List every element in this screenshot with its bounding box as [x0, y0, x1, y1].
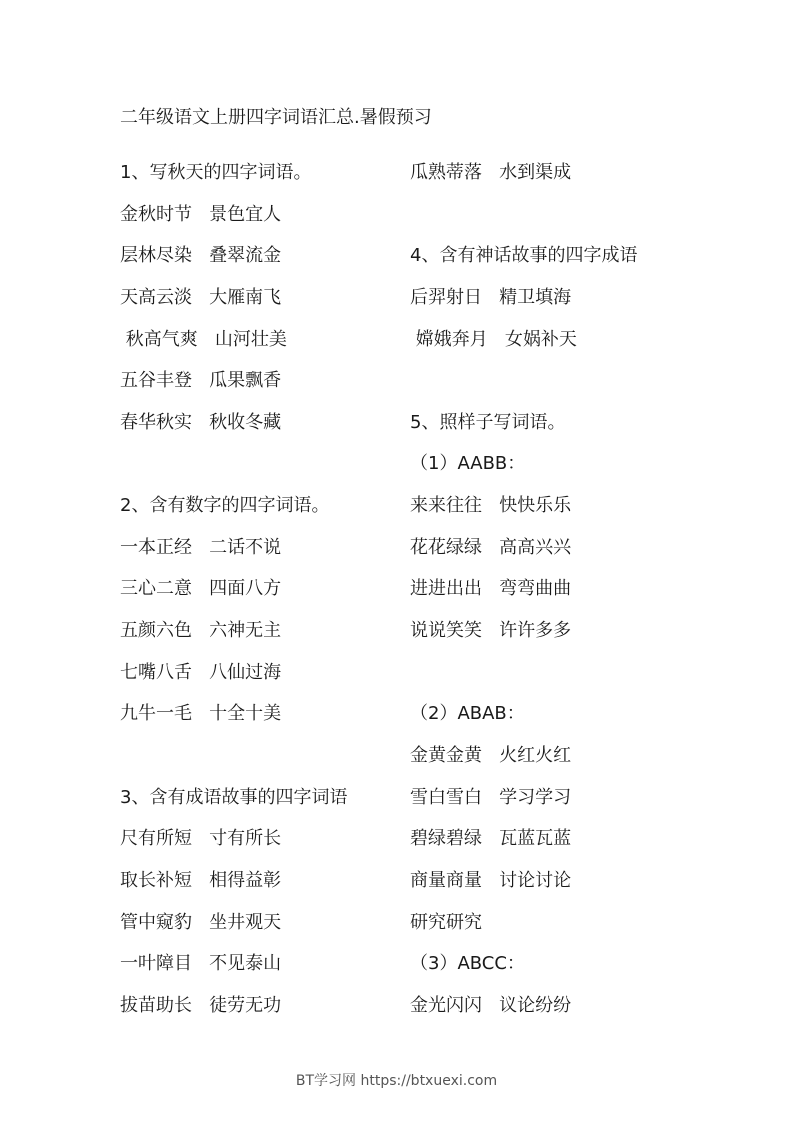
- section-heading: 2、含有数字的四字词语。: [120, 495, 330, 517]
- word-line: 秋高气爽 山河壮美: [120, 328, 287, 350]
- blank-line: [120, 451, 420, 493]
- word-line: 来来往往 快快乐乐: [410, 495, 572, 517]
- word-line: 金光闪闪 议论纷纷: [410, 994, 572, 1016]
- right-column: [410, 160, 710, 1034]
- section-heading: 4、含有神话故事的四字成语: [410, 245, 638, 267]
- word-line: 层林尽染 叠翠流金: [120, 245, 282, 267]
- word-line: 研究研究: [410, 911, 482, 933]
- word-line: 碧绿碧绿 瓦蓝瓦蓝: [410, 828, 572, 850]
- word-line: 尺有所短 寸有所长: [120, 828, 282, 850]
- blank-line: [410, 202, 710, 244]
- word-line: 雪白雪白 学习学习: [410, 786, 572, 808]
- sub-heading: （1）AABB：: [410, 453, 526, 475]
- word-line: 一本正经 二话不说: [120, 536, 282, 558]
- word-line: 七嘴八舌 八仙过海: [120, 661, 282, 683]
- word-line: 春华秋实 秋收冬藏: [120, 411, 282, 433]
- section-heading: 1、写秋天的四字词语。: [120, 162, 312, 183]
- word-line: 管中窥豹 坐井观天: [120, 911, 282, 933]
- word-line: 瓜熟蒂落 水到渠成: [410, 162, 572, 183]
- blank-line: [410, 368, 710, 410]
- left-column: [120, 160, 420, 1034]
- word-line: 后羿射日 精卫填海: [410, 286, 572, 308]
- word-line: 商量商量 讨论讨论: [410, 869, 572, 891]
- word-line: 取长补短 相得益彰: [120, 869, 282, 891]
- section-heading: 5、照样子写词语。: [410, 411, 566, 433]
- word-line: 一叶障目 不见泰山: [120, 953, 282, 975]
- word-line: 五谷丰登 瓜果飘香: [120, 370, 282, 392]
- section-heading: 3、含有成语故事的四字词语: [120, 786, 348, 808]
- sub-heading: （3）ABCC：: [410, 953, 525, 975]
- word-line: 金黄金黄 火红火红: [410, 744, 572, 766]
- word-line: 天高云淡 大雁南飞: [120, 286, 282, 308]
- word-line: 进进出出 弯弯曲曲: [410, 578, 572, 600]
- word-line: 嫦娥奔月 女娲补天: [410, 328, 577, 350]
- word-line: 九牛一毛 十全十美: [120, 703, 282, 725]
- word-line: 花花绿绿 高高兴兴: [410, 536, 572, 558]
- word-line: 拔苗助长 徒劳无功: [120, 994, 282, 1016]
- document-title: 二年级语文上册四字词语汇总.暑假预习: [120, 107, 432, 128]
- page-footer: BT学习网 https://btxuexi.com: [295, 1073, 498, 1089]
- word-line: 金秋时节 景色宜人: [120, 203, 282, 225]
- word-line: 五颜六色 六神无主: [120, 620, 282, 642]
- word-line: 说说笑笑 许许多多: [410, 620, 572, 642]
- sub-heading: （2）ABAB：: [410, 703, 525, 725]
- blank-line: [120, 743, 420, 785]
- word-line: 三心二意 四面八方: [120, 578, 282, 600]
- blank-line: [410, 660, 710, 702]
